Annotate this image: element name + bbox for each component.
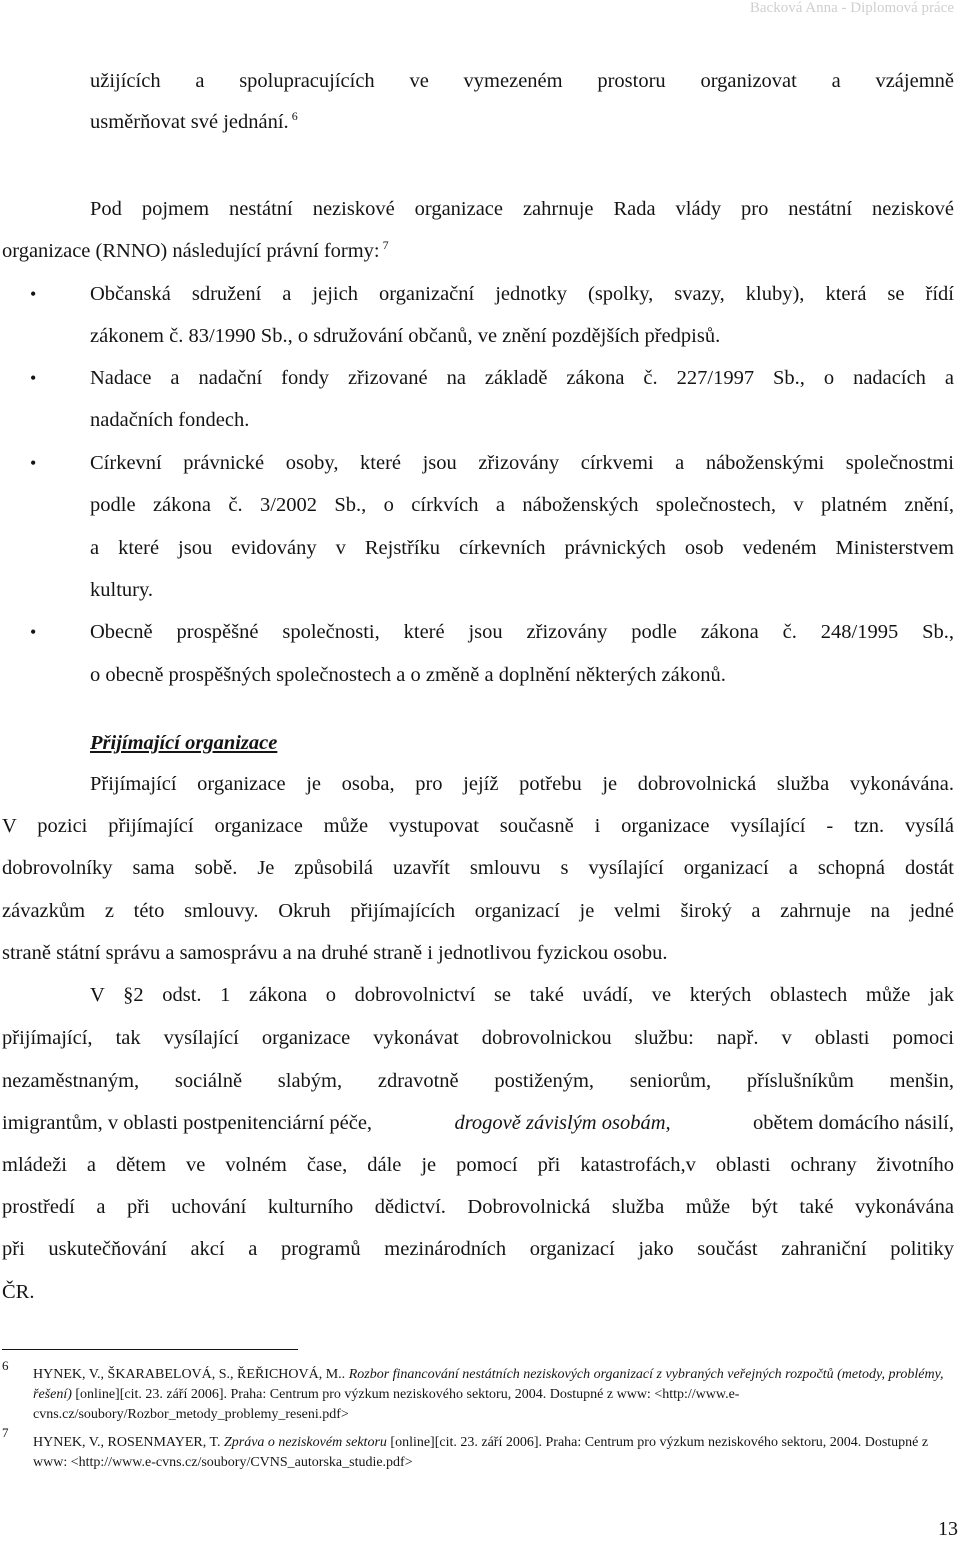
list-item-line: Církevní právnické osoby, které jsou zřizovány církvemi a náboženskými společnostmi bbox=[90, 452, 954, 474]
bullet-icon: • bbox=[30, 368, 37, 388]
body-line: dobrovolníky sama sobě. Je způsobilá uzavřít smlouvu s vysílající organizací a schopná dostát bbox=[2, 857, 954, 879]
footnote-title: Rozbor financování nestátních neziskových organizací z vybraných veřejných rozpočtů (metody, problémy, řešení) bbox=[33, 1367, 944, 1402]
footnote-number: 7 bbox=[2, 1425, 9, 1440]
body-line: V pozici přijímající organizace může vystupovat současně i organizace vysílající - tzn. vysílá bbox=[2, 815, 954, 837]
body-line bbox=[90, 108, 298, 136]
footnote-6 bbox=[33, 1365, 946, 1425]
footnote-separator bbox=[2, 1349, 298, 1350]
list-item-line: Občanská sdružení a jejich organizační jednotky (spolky, svazy, kluby), která se řídí bbox=[90, 283, 954, 305]
bullet-icon: • bbox=[30, 284, 37, 304]
list-item-line: a které jsou evidovány v Rejstříku církevních právnických osob vedeném Ministerstvem bbox=[90, 537, 954, 559]
footnote-details: [online][cit. 23. září 2006]. Praha: Centrum pro výzkum neziskového sektoru, 2004. Dostupné z www: <http://www.e-cvns.cz/soubory/Rozbor_metody_problemy_reseni.pdf> bbox=[33, 1387, 740, 1422]
body-text-italic: drogově závislým osobám, bbox=[454, 1112, 671, 1134]
body-line: závazkům z této smlouvy. Okruh přijímajících organizací je velmi široký a zahrnuje na jedné bbox=[2, 900, 954, 922]
list-item-line: zákonem č. 83/1990 Sb., o sdružování občanů, ve znění pozdějších předpisů. bbox=[90, 325, 721, 347]
section-heading: Přijímající organizace bbox=[90, 732, 278, 754]
list-item-line: kultury. bbox=[90, 579, 154, 601]
body-line: V §2 odst. 1 zákona o dobrovolnictví se také uvádí, ve kterých oblastech může jak bbox=[90, 984, 954, 1006]
running-header: Backová Anna - Diplomová práce bbox=[749, 0, 954, 16]
body-text: usměrňovat své jednání. bbox=[90, 111, 289, 133]
list-item-line: nadačních fondech. bbox=[90, 409, 250, 431]
bullet-icon: • bbox=[30, 622, 37, 642]
body-line bbox=[2, 1109, 954, 1137]
body-text: imigrantům, v oblasti postpenitenciární péče, bbox=[2, 1112, 373, 1134]
body-line: užijících a spolupracujících ve vymezeném prostoru organizovat a vzájemně bbox=[90, 70, 954, 92]
body-line: nezaměstnaným, sociálně slabým, zdravotně postiženým, seniorům, příslušníkům menšin, bbox=[2, 1070, 954, 1092]
page-number: 13 bbox=[938, 1518, 958, 1540]
body-line: Pod pojmem nestátní neziskové organizace zahrnuje Rada vlády pro nestátní neziskové bbox=[90, 198, 954, 220]
list-item-line: o obecně prospěšných společnostech a o změně a doplnění některých zákonů. bbox=[90, 664, 726, 686]
body-text: organizace (RNNO) následující právní formy: bbox=[2, 240, 380, 262]
body-line: přijímající, tak vysílající organizace vykonávat dobrovolnickou službu: např. v oblasti pomoci bbox=[2, 1027, 954, 1049]
body-line: mládeži a dětem ve volném čase, dále je pomocí při katastrofách,v oblasti ochrany životního bbox=[2, 1154, 954, 1176]
body-line: při uskutečňování akcí a programů mezinárodních organizací jako součást zahraniční politiky bbox=[2, 1238, 954, 1260]
body-line bbox=[2, 237, 389, 265]
list-item-line: Nadace a nadační fondy zřizované na základě zákona č. 227/1997 Sb., o nadacích a bbox=[90, 367, 954, 389]
body-line: ČR. bbox=[2, 1281, 35, 1303]
footnote-authors: HYNEK, V., ROSENMAYER, T. bbox=[33, 1435, 221, 1450]
body-line: straně státní správu a samosprávu a na druhé straně i jednotlivou fyzickou osobu. bbox=[2, 942, 668, 964]
list-item-line: podle zákona č. 3/2002 Sb., o církvích a náboženských společnostech, v platném znění, bbox=[90, 494, 954, 516]
body-line: Přijímající organizace je osoba, pro jejíž potřebu je dobrovolnická služba vykonávána. bbox=[90, 773, 954, 795]
footnote-ref[interactable]: 7 bbox=[382, 238, 389, 253]
footnote-details: [online][cit. 23. září 2006]. Praha: Centrum pro výzkum neziskového sektoru, 2004. Dostupné z www: <http://www.e-cvns.cz/soubory/CVNS_autorska_studie.pdf> bbox=[33, 1435, 929, 1470]
body-text: obětem domácího násilí, bbox=[753, 1112, 954, 1134]
footnote-authors: HYNEK, V., ŠKARABELOVÁ, S., ŘEŘICHOVÁ, M.. bbox=[33, 1367, 346, 1382]
bullet-icon: • bbox=[30, 453, 37, 473]
list-item-line: Obecně prospěšné společnosti, které jsou zřizovány podle zákona č. 248/1995 Sb., bbox=[90, 621, 954, 643]
footnote-title: Zpráva o neziskovém sektoru bbox=[223, 1435, 387, 1450]
footnote-7 bbox=[33, 1433, 946, 1473]
body-line: prostředí a při uchování kulturního dědictví. Dobrovolnická služba může být také vykonávána bbox=[2, 1196, 954, 1218]
footnote-number: 6 bbox=[2, 1358, 9, 1373]
footnote-ref[interactable]: 6 bbox=[291, 109, 298, 124]
